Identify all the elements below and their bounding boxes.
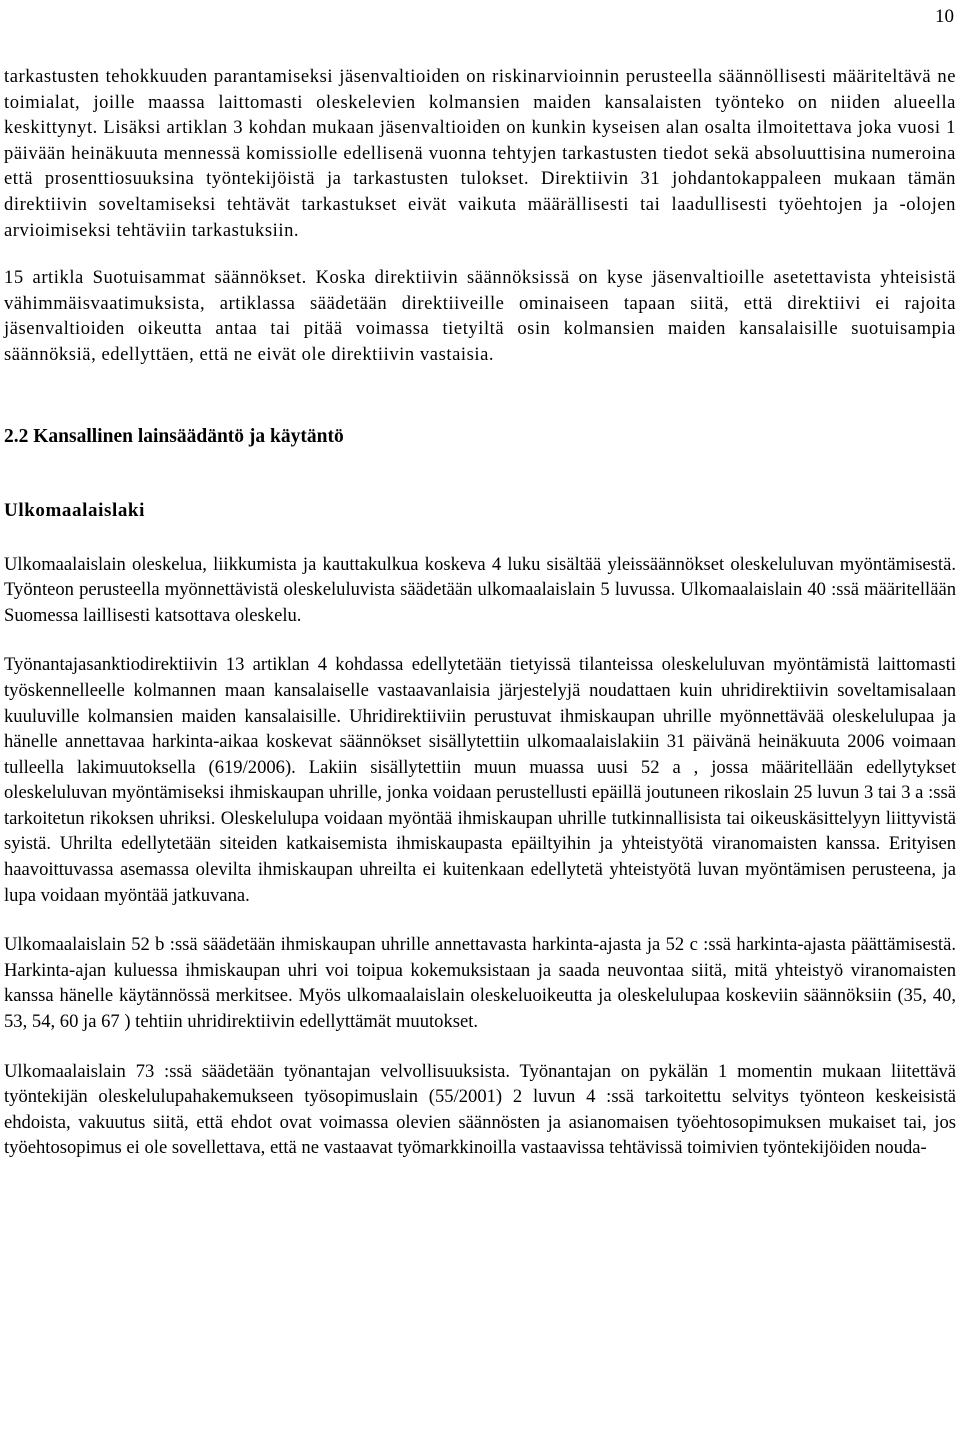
page-number: 10 [935,6,954,27]
document-body [4,64,956,1161]
paragraph-employer-obligations: Ulkomaalaislain 73 :ssä säädetään työnantajan velvollisuuksista. Työnantajan on pykälän 1 momentin mukaan liitettävä työntekijän oleskelulupahakemukseen työsopimuslain (55/2001) 2 luvun 4 :ssä tarkoitettu selvitys työnteon keskeisistä ehdoista, vakuutus siitä, että ehdot ovat voimassa olevien säännösten ja asianomaisen työehtosopimuksen mukaiset tai, jos työehtosopimus ei ole sovellettava, että ne vastaavat työmarkkinoilla vastaavissa tehtävissä toimivien työntekijöiden nouda- [4,1060,956,1159]
section-heading: 2.2 Kansallinen lainsäädäntö ja käytäntö [4,425,344,447]
paragraph-employer-sanctions: Työnantajasanktiodirektiivin 13 artiklan 4 kohdassa edellytetään tietyissä tilanteissa oleskeluluvan myöntämistä laittomasti työskennelleelle kolmannen maan kansalaiselle vastaavanlaisia järjestelyjä noudattaen kuin uhridirektiivin soveltamisalaan kuuluville kolmansien maiden kansalaisille. Uhridirektiiviin perustuvat ihmiskaupan uhrille myönnettävää oleskelulupaa ja hänelle annettavaa harkinta-aikaa koskevat säännökset sisällytettiin ulkomaalaislakiin 31 päivänä heinäkuuta 2006 voimaan tulleella lakimuutoksella (619/2006). Lakiin sisällytettiin muun muassa uusi 52 a , jossa määritellään edellytykset oleskeluluvan myöntämiseksi ihmiskaupan uhrille, jonka voidaan perustellusti epäillä joutuneen rikoslain 25 luvun 3 tai 3 a :ssä tarkoitetun rikoksen uhriksi. Oleskelulupa voidaan myöntää ihmiskaupan uhrille tutkinnallisista tai oikeuskäsittelyyn liittyvistä syistä. Uhrilta edellytetään siteiden katkaisemista ihmiskaupasta epäiltyihin ja yhteistyötä viranomaisten kanssa. Erityisen haavoittuvassa asemassa olevilta ihmiskaupan uhreilta ei kuitenkaan edellytetä yhteistyötä luvan myöntämisen perusteena, ja lupa voidaan myöntää jatkuvana. [4,654,956,906]
paragraph-directive-inspections: tarkastusten tehokkuuden parantamiseksi jäsenvaltioiden on riskinarvioinnin perusteella säännöllisesti määriteltävä ne toimialat, joille maassa laittomasti oleskelevien kolmansien maiden kansalaisten työnteko on niiden alueella keskittynyt. Lisäksi artiklan 3 kohdan mukaan jäsenvaltioiden on kunkin kyseisen alan osalta ilmoitettava joka vuosi 1 päivään heinäkuuta mennessä komissiolle edellisenä vuonna tehtyjen tarkastusten tiedot sekä absoluuttisina numeroina että prosenttiosuuksina työntekijöistä ja tarkastusten tulokset. Direktiivin 31 johdantokappaleen mukaan tämän direktiivin soveltamiseksi tehtävät tarkastukset eivät vaikuta määrällisesti tai laadullisesti työehtojen ja -olojen arvioimiseksi tehtäviin tarkastuksiin. [4,66,956,241]
subsection-heading: Ulkomaalaislaki [4,499,145,521]
paragraph-article-15: 15 artikla Suotuisammat säännökset. Koska direktiivin säännöksissä on kyse jäsenvaltioille asetettavista yhteisistä vähimmäisvaatimuksista, artiklassa säädetään direktiiveille ominaiseen tapaan siitä, että direktiivi ei rajoita jäsenvaltioiden oikeutta antaa tai pitää voimassa tietyiltä osin kolmansien maiden kansalaisille suotuisampia säännöksiä, edellyttäen, että ne eivät ole direktiivin vastaisia. [4,267,956,365]
paragraph-reflection-period: Ulkomaalaislain 52 b :ssä säädetään ihmiskaupan uhrille annettavasta harkinta-ajasta ja 52 c :ssä harkinta-ajasta päättämisestä. Harkinta-ajan kuluessa ihmiskaupan uhri voi toipua kokemuksistaan ja saada neuvontaa siitä, mitä yhteistyö viranomaisten kanssa hänelle käytännössä merkitsee. Myös ulkomaalaislain oleskeluoikeutta ja oleskelulupaa koskeviin säännöksiin (35, 40, 53, 54, 60 ja 67 ) tehtiin uhridirektiivin edellyttämät muutokset. [4,934,956,1033]
paragraph-aliens-act-chapter4: Ulkomaalaislain oleskelua, liikkumista ja kauttakulkua koskeva 4 luku sisältää yleissäännökset oleskeluluvan myöntämisestä. Työnteon perusteella myönnettävistä oleskeluluvista säädetään ulkomaalaislain 5 luvussa. Ulkomaalaislain 40 :ssä määritellään Suomessa laillisesti katsottava oleskelu. [4,553,956,626]
